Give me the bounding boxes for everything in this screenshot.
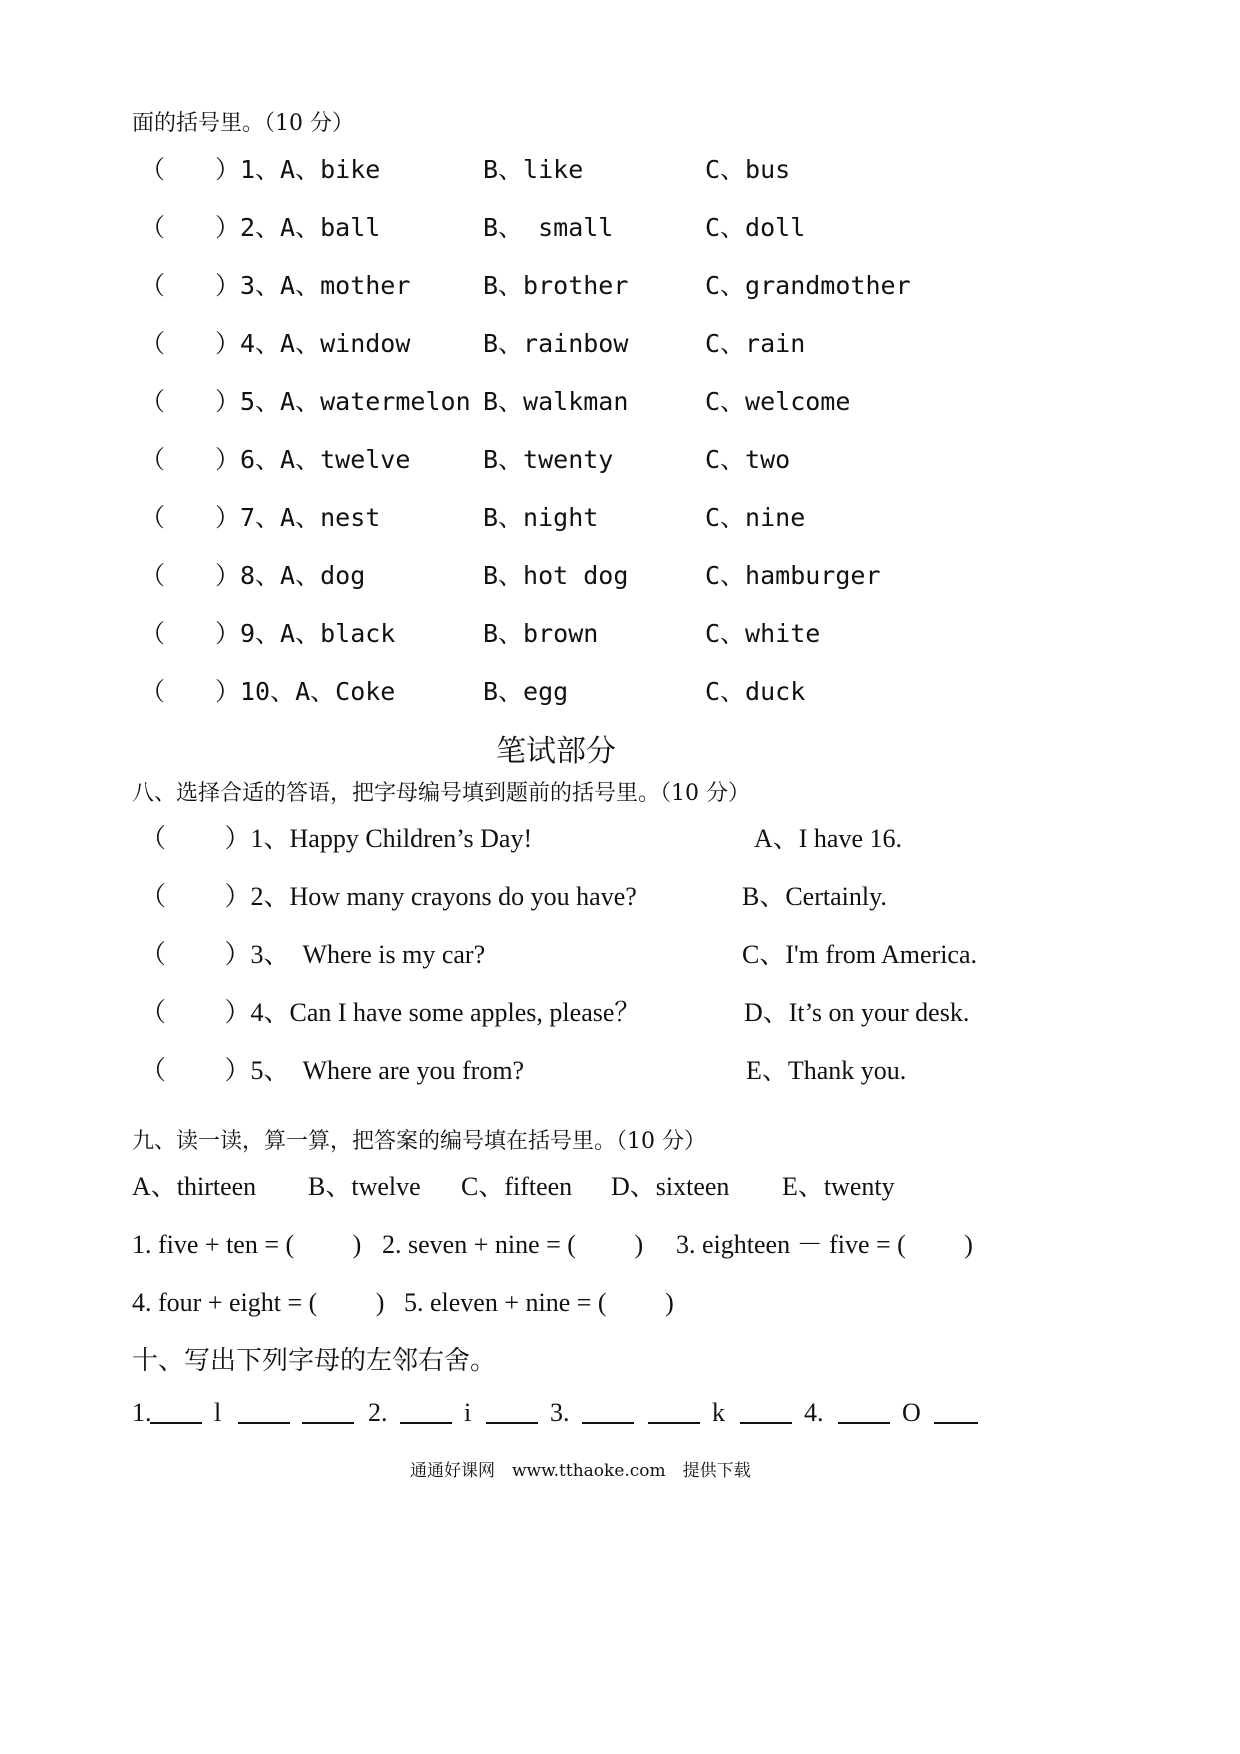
- item-1-prefix: （ ）1、A、bike: [140, 155, 381, 184]
- s10-letter-3: k: [712, 1398, 725, 1427]
- s9-equation-5: 5. eleven + nine = ( ): [404, 1288, 674, 1317]
- s10-num-4: 4.: [804, 1398, 824, 1427]
- page-footer: 通通好课网 www.tthaoke.com 提供下载: [410, 1461, 751, 1481]
- s10-letter-2: i: [464, 1398, 472, 1427]
- s9-equation-4: 4. four + eight = ( ): [132, 1288, 385, 1317]
- item-7-prefix: （ ）7、A、nest: [140, 503, 381, 532]
- section10-instruction: 十、写出下列字母的左邻右舍。: [132, 1346, 497, 1376]
- s8-answer-a: A、I have 16.: [754, 824, 903, 853]
- s9-equation-3: 3. eighteen － five = ( ): [676, 1230, 973, 1259]
- s8-answer-b: B、Certainly.: [742, 882, 887, 911]
- item-5-prefix: （ ）5、A、watermelon: [140, 387, 471, 416]
- item-5-option-b: B、walkman: [483, 387, 629, 416]
- s10-num-1: 1.: [132, 1398, 152, 1427]
- s8-question-1: （ ）1、Happy Children’s Day!: [140, 824, 533, 853]
- s8-question-5: （ ）5、 Where are you from?: [140, 1056, 525, 1085]
- s9-option-e: E、twenty: [782, 1172, 895, 1201]
- item-6-prefix: （ ）6、A、twelve: [140, 445, 411, 474]
- s9-option-d: D、sixteen: [611, 1172, 730, 1201]
- item-10-option-b: B、egg: [483, 677, 569, 706]
- item-4-option-c: C、rain: [705, 329, 806, 358]
- s9-option-b: B、twelve: [308, 1172, 421, 1201]
- item-3-option-b: B、brother: [483, 271, 629, 300]
- s8-answer-c: C、I'm from America.: [742, 940, 978, 969]
- item-4-prefix: （ ）4、A、window: [140, 329, 411, 358]
- s8-question-2: （ ）2、How many crayons do you have?: [140, 882, 637, 911]
- item-8-option-c: C、hamburger: [705, 561, 881, 590]
- item-6-option-c: C、two: [705, 445, 791, 474]
- s10-num-3: 3.: [550, 1398, 570, 1427]
- item-8-option-b: B、hot dog: [483, 561, 629, 590]
- section9-instruction: 九、读一读，算一算，把答案的编号填在括号里。（10 分）: [132, 1129, 706, 1154]
- s10-letter-4: O: [902, 1398, 921, 1427]
- s10-blank-4b[interactable]: [934, 1398, 978, 1424]
- s10-blank-3b[interactable]: [648, 1398, 700, 1424]
- s10-blank-3a[interactable]: [582, 1398, 634, 1424]
- item-8-prefix: （ ）8、A、dog: [140, 561, 366, 590]
- section8-instruction: 八、选择合适的答语，把字母编号填到题前的括号里。（10 分）: [132, 781, 750, 806]
- item-9-option-b: B、brown: [483, 619, 599, 648]
- item-10-option-c: C、duck: [705, 677, 806, 706]
- s10-blank-3c[interactable]: [740, 1398, 792, 1424]
- item-7-option-b: B、night: [483, 503, 599, 532]
- s8-question-3: （ ）3、 Where is my car?: [140, 940, 486, 969]
- item-2-prefix: （ ）2、A、ball: [140, 213, 381, 242]
- item-2-option-c: C、doll: [705, 213, 806, 242]
- item-7-option-c: C、nine: [705, 503, 806, 532]
- s10-blank-4a[interactable]: [838, 1398, 890, 1424]
- s9-option-c: C、fifteen: [461, 1172, 573, 1201]
- s9-equation-2: 2. seven + nine = ( ): [382, 1230, 644, 1259]
- item-9-option-c: C、white: [705, 619, 821, 648]
- section10-letters: [132, 1398, 992, 1438]
- s10-blank-2a[interactable]: [400, 1398, 452, 1424]
- item-3-prefix: （ ）3、A、mother: [140, 271, 411, 300]
- s8-answer-d: D、It’s on your desk.: [744, 998, 970, 1027]
- s10-blank-2b[interactable]: [486, 1398, 538, 1424]
- s8-answer-e: E、Thank you.: [746, 1056, 907, 1085]
- item-5-option-c: C、welcome: [705, 387, 851, 416]
- section7-instruction-tail: 面的括号里。（10 分）: [132, 111, 354, 136]
- s10-letter-1: l: [214, 1398, 222, 1427]
- s9-option-a: A、thirteen: [132, 1172, 257, 1201]
- s10-blank-1b[interactable]: [238, 1398, 290, 1424]
- item-2-option-b: B、 small: [483, 213, 614, 242]
- s9-equation-1: 1. five + ten = ( ): [132, 1230, 362, 1259]
- item-3-option-c: C、grandmother: [705, 271, 911, 300]
- item-9-prefix: （ ）9、A、black: [140, 619, 396, 648]
- item-6-option-b: B、twenty: [483, 445, 614, 474]
- item-1-option-c: C、bus: [705, 155, 791, 184]
- item-1-option-b: B、like: [483, 155, 584, 184]
- s10-blank-1c[interactable]: [302, 1398, 354, 1424]
- item-10-prefix: （ ）10、A、Coke: [140, 677, 396, 706]
- s10-blank-1a[interactable]: [150, 1398, 202, 1424]
- written-part-title: 笔试部分: [496, 734, 616, 769]
- s8-question-4: （ ）4、Can I have some apples, please？: [140, 998, 641, 1027]
- s10-num-2: 2.: [368, 1398, 388, 1427]
- item-4-option-b: B、rainbow: [483, 329, 629, 358]
